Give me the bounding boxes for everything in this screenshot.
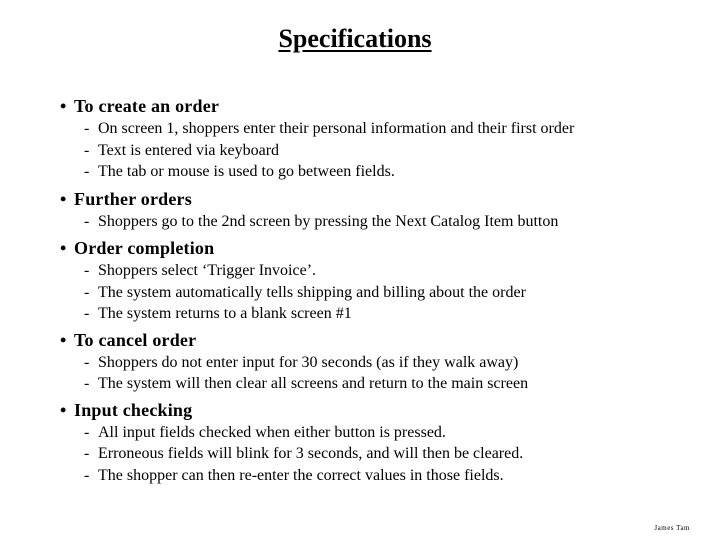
section-heading-text: Further orders [74, 188, 192, 209]
bullet-icon: • [60, 238, 67, 258]
section-cancel-order [60, 328, 710, 395]
list-item-text: Shoppers select ‘Trigger Invoice’. [98, 262, 317, 279]
list-item-text: The system will then clear all screens and return to the main screen [98, 375, 529, 392]
dash-icon: - [84, 120, 90, 137]
section-heading [60, 236, 710, 260]
dash-icon: - [84, 283, 90, 301]
author-footer: James Tam [654, 524, 690, 532]
list-item-text: Shoppers do not enter input for 30 seconds (as if they walk away) [98, 353, 519, 371]
section-heading [60, 398, 710, 422]
section-items [84, 211, 710, 233]
bullet-icon: • [60, 399, 67, 420]
section-heading-text: Order completion [74, 238, 215, 258]
list-item [84, 211, 710, 233]
list-item-text: Shoppers go to the 2nd screen by pressing the Next Catalog Item button [98, 212, 559, 230]
dash-icon: - [84, 163, 90, 180]
section-items [84, 118, 710, 183]
list-item [84, 422, 710, 444]
list-item [84, 303, 710, 325]
bullet-icon: • [60, 96, 67, 116]
section-heading [60, 94, 710, 118]
list-item-text: Erroneous fields will blink for 3 seconds, and will then be cleared. [98, 445, 524, 462]
list-item [84, 352, 710, 374]
list-item [84, 465, 710, 487]
list-item-text: The system automatically tells shipping and billing about the order [98, 283, 526, 301]
section-order-completion [60, 236, 710, 325]
section-heading-text: To cancel order [74, 329, 197, 350]
list-item [84, 140, 710, 162]
dash-icon: - [84, 262, 90, 279]
list-item-text: The tab or mouse is used to go between fields. [98, 163, 395, 180]
bullet-icon: • [60, 188, 67, 209]
list-item [84, 282, 710, 304]
list-item-text: All input fields checked when either button is pressed. [98, 423, 446, 441]
bullet-icon: • [60, 329, 67, 350]
specifications-list [60, 94, 710, 486]
section-heading [60, 328, 710, 352]
section-heading-text: To create an order [74, 96, 220, 116]
list-item-text: Text is entered via keyboard [98, 141, 280, 159]
dash-icon: - [84, 423, 90, 441]
section-input-checking [60, 398, 710, 487]
list-item-text: The shopper can then re-enter the correct values in those fields. [98, 466, 504, 484]
section-heading-text: Input checking [74, 399, 193, 420]
dash-icon: - [84, 353, 90, 371]
section-items [84, 352, 710, 395]
dash-icon: - [84, 375, 90, 392]
list-item-text: On screen 1, shoppers enter their personal information and their first order [98, 120, 575, 137]
list-item [84, 161, 710, 183]
dash-icon: - [84, 212, 90, 230]
dash-icon: - [84, 466, 90, 484]
list-item-text: The system returns to a blank screen #1 [98, 305, 352, 322]
page-title: Specifications [278, 24, 432, 53]
dash-icon: - [84, 305, 90, 322]
dash-icon: - [84, 445, 90, 462]
section-further-orders [60, 187, 710, 233]
section-items [84, 422, 710, 487]
list-item [84, 373, 710, 395]
dash-icon: - [84, 141, 90, 159]
list-item [84, 260, 710, 282]
list-item [84, 118, 710, 140]
section-items [84, 260, 710, 325]
section-create-order [60, 94, 710, 183]
list-item [84, 443, 710, 465]
section-heading [60, 187, 710, 211]
